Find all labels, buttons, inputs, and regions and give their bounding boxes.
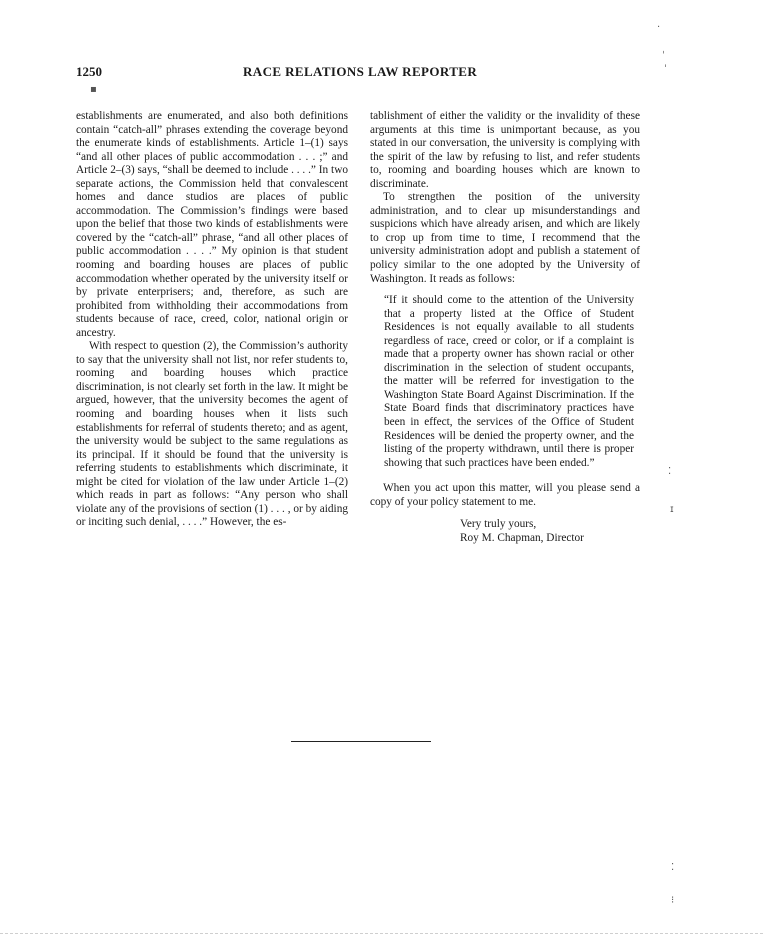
speck-mark: ⁚ — [671, 862, 675, 873]
body-paragraph: With respect to question (2), the Commission’s authority to say that the university shall not list, nor refer students to, rooming and boarding houses which practice discrimination, is not clearly set forth in the law. It might be argued, however, that the university becomes the agent of rooming and boarding houses when it lists such establishments for referral of students thereto; and as agent, the university would be subject to the same regulations as its principal. If it should be found that the university is referring students to establishments which discriminate, it might be cited for violation of the law under Article 1–(2) which reads in part as follows: “Any person who shall violate any of the provisions of section (1) . . . , or by aiding or inciting such denial, . . . .” However, the es- — [76, 340, 348, 529]
body-paragraph: tablishment of either the validity or the invalidity of these arguments at this time is unimportant because, as you stated in our conversation, the university is complying with the spirit of the law by refusing to list, and refer students to, rooming and boarding houses which are known to discriminate. — [370, 110, 640, 190]
section-divider — [291, 741, 431, 742]
page-number: 1250 — [76, 64, 102, 79]
speck-mark: ▪ — [90, 84, 97, 95]
speck-mark: ˌ — [662, 44, 665, 55]
speck-mark: · — [657, 22, 661, 33]
valediction: Very truly yours, — [460, 518, 537, 531]
signer-name: Roy M. Chapman, Director — [460, 531, 584, 544]
left-column — [76, 110, 348, 530]
body-paragraph: To strengthen the position of the university administration, and to clear up misunderstandings and suspicions which have already arisen, and which are likely to crop up from time to time, I recommend that the university administration adopt and publish a statement of policy similar to the one adopted by the University of Washington. It reads as follows: — [370, 191, 640, 285]
speck-mark: ɪ — [670, 504, 674, 515]
signature-block — [460, 518, 640, 545]
policy-quote-text: “If it should come to the attention of the University that a property listed at the Office of Student Residences is not equally available to all students regardless of race, creed or color, or if a complaint is made that a property owner has shown racial or other discrimination in the selection of student occupants, the matter will be referred for investigation to the Washington State Board Against Discrimination. If the State Board finds that discriminatory practices have been in effect, the services of the Office of Student Residences will be denied the property owner, and the listing of the property withdrawn, until there is proper showing that such practices have been ended.” — [384, 294, 634, 469]
policy-quote — [384, 294, 634, 470]
speck-mark: ⁝ — [671, 895, 675, 906]
scan-edge — [0, 933, 763, 934]
closing-request: When you act upon this matter, will you please send a copy of your policy statement to me. — [370, 482, 640, 508]
speck-mark: ˈ — [664, 64, 667, 75]
running-title: RACE RELATIONS LAW REPORTER — [243, 64, 478, 79]
speck-mark: ⁚ — [668, 466, 672, 477]
body-paragraph: establishments are enumerated, and also both definitions contain “catch-all” phrases extending the coverage beyond the enumerate kinds of establishments. Article 1–(1) says “and all other places of public accommodation . . . ;” and Article 2–(3) says, “shall be deemed to include . . . .” In two separate actions, the Commission held that convalescent homes and dance studios are places of public accommodation. The Commission’s findings were based upon the belief that those two kinds of establishments were covered by the “catch-all” phrase, “and all other places of public accommodation . . . .” My opinion is that student rooming and boarding houses are places of public accommodation whether operated by the university itself or by private enterprisers; and, therefore, as such are prohibited from withholding their accommodations from students because of race, creed, color, national origin or ancestry. — [76, 110, 348, 339]
right-column — [370, 110, 640, 545]
page-header — [76, 64, 656, 82]
